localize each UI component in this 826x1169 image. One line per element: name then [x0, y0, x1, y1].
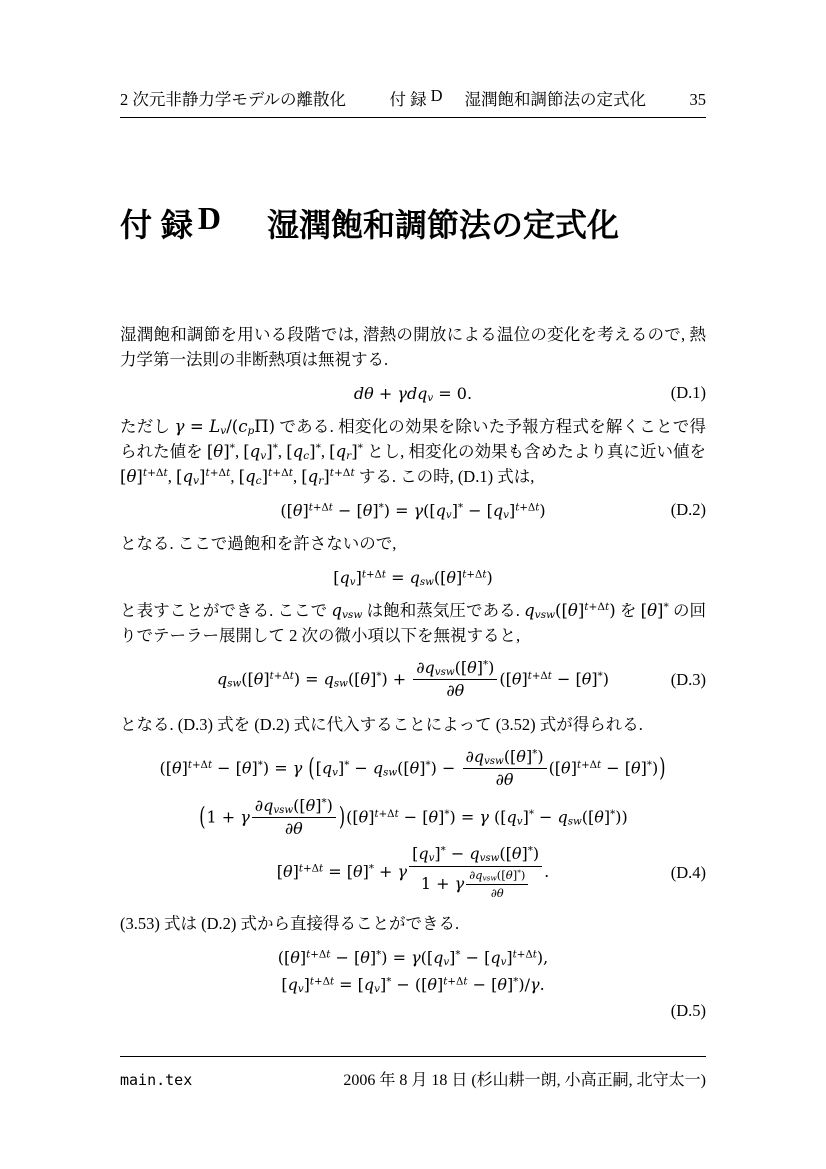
inline-math: $[\theta]^{t+\Delta t}$	[120, 467, 168, 486]
footer-date-authors: 2006 年 8 月 18 日 (杉山耕一朗, 小高正嗣, 北守太一)	[343, 1072, 706, 1089]
running-header	[120, 86, 706, 118]
fraction: $\frac{\partial q_{vsw}([\theta]^*)}{\partial\theta}$	[463, 748, 547, 790]
inline-math: [θ]*	[206, 442, 235, 461]
content-blocks	[120, 322, 706, 1021]
paragraph: となる. (D.3) 式を (D.2) 式に代入することによって (3.52) 式が得られる.	[120, 714, 643, 734]
equation: $([\theta]^{t+\Delta t} - [\theta]^*) = \gamma([q_v]^* - [q_v]^{t+\Delta t})$,	[277, 948, 549, 969]
inline-math: $[q_r]^*$	[329, 442, 363, 463]
big-paren: (	[199, 801, 206, 832]
big-paren: )	[338, 801, 346, 832]
page-footer	[120, 1056, 706, 1090]
footer-filename: main.tex	[120, 1071, 193, 1089]
paragraph: (3.53) 式は (D.2) 式から直接得ることができる.	[120, 914, 460, 934]
equation-row	[120, 567, 706, 587]
appendix-title-label	[120, 200, 221, 246]
equation-label: (D.2)	[670, 500, 706, 519]
appendix-title-jp: 付 録	[120, 207, 193, 243]
equation-block	[120, 748, 706, 900]
inline-math: $[q_c]^{t+\Delta t}$	[238, 467, 293, 488]
equation-row	[120, 947, 706, 967]
paragraph: となる. ここで過飽和を許さないので,	[120, 534, 397, 553]
paragraph: 湿潤飽和調節を用いる段階では, 潜熱の開放による温位の変化を考えるので, 熱力学第一法則の非断熱項は無視する.	[120, 325, 706, 369]
equation-block	[120, 500, 706, 520]
appendix-title-letter: D	[197, 200, 222, 236]
equation-row	[120, 383, 706, 403]
paragraph: ただし $\gamma = L_v/(c_p\Pi)$ である. 相変化の効果を除いた予報方程式を解くことで得られた値を [θ]*, $[q_v]^*$, $[q_c]^*$, $[q_r]^*$ とし, 相変化の効果も含めたより真に近い値を $[\theta]^{t+\Delta t}$, $[q_v]^{t+\Delta t}$, $[q_c]^{t+\Delta t}$, $[q_r]^{t+\Delta t}$ する. この時, (D.1) 式は,	[120, 417, 707, 488]
inline-math: [θ]*	[640, 601, 669, 620]
appendix-title	[120, 200, 706, 246]
equation-row	[120, 659, 706, 701]
equation-block	[120, 383, 706, 403]
appendix-title-text: 湿潤飽和調節法の定式化	[267, 207, 620, 243]
equation-label: (D.4)	[670, 862, 706, 882]
equation-row	[120, 845, 706, 900]
equation-row	[120, 797, 706, 839]
header-appendix-label	[390, 86, 443, 110]
header-appendix-jp: 付 録	[389, 90, 427, 109]
equation-block	[120, 567, 706, 587]
page-number: 35	[689, 90, 706, 109]
equation: $([\theta]^{t+\Delta t} - [\theta]^*) = \gamma([q_v]^* - [q_v]^{t+\Delta t})$	[280, 501, 546, 522]
inline-math: $[q_r]^{t+\Delta t}$	[301, 467, 355, 488]
equation-row	[120, 748, 706, 790]
fraction: $\frac{\partial q_{vsw}([\theta]^*)}{\partial\theta}$	[252, 797, 336, 839]
equation: (1 + γ $\frac{\partial q_{vsw}([\theta]^*)}{\partial\theta}$ )$([\theta]^{t+\Delta t} - [\theta]^*) = \gamma$ $([q_v]^* - q_{sw}([\theta]^*))$	[199, 795, 628, 838]
equation-block	[120, 947, 706, 1021]
equation-label: (D.5)	[670, 1001, 706, 1021]
header-appendix-letter: D	[430, 86, 443, 105]
inline-math: $\gamma = L_v/(c_p\Pi)$	[174, 417, 276, 438]
equation-label: (D.3)	[670, 669, 706, 689]
equation-row	[120, 974, 706, 994]
header-chapter-title: 湿潤飽和調節法の定式化	[464, 90, 647, 109]
equation: $[\theta]^{t+\Delta t} = [\theta]^* + \gamma$ $[q_v]^* - q_{vsw}([\theta]^*)$ 1 + γ $\frac{\partial q_{vsw}([\theta]^*)}{\partial\theta}$ .	[276, 844, 550, 900]
equation-row	[120, 500, 706, 520]
big-paren: (	[308, 752, 315, 783]
equation-label: (D.1)	[670, 383, 706, 402]
equation: $([\theta]^{t+\Delta t} - [\theta]^*) = \gamma$ ($[q_v]^* - q_{sw}([\theta]^*)$ − $\frac{\partial q_{vsw}([\theta]^*)}{\partial\theta}$ $([\theta]^{t+\Delta t} - [\theta]^*)$)	[159, 746, 666, 790]
fraction: $[q_v]^* - q_{vsw}([\theta]^*)$ 1 + γ $\frac{\partial q_{vsw}([\theta]^*)}{\partial\theta}$	[409, 845, 542, 900]
equation-block	[120, 659, 706, 701]
paragraph: と表すことができる. ここで $q_{vsw}$ は飽和蒸気圧である. $q_{vsw}([\theta]^{t+\Delta t})$ を [θ]* の回りでテーラー展開して 2 次の微小項以下を無視すると,	[120, 601, 707, 645]
equation-row	[120, 1001, 706, 1021]
header-chapter	[390, 86, 647, 110]
inline-math: $[q_v]^*$	[243, 442, 278, 463]
equation: $[q_v]^{t+\Delta t} = [q_v]^* - ([\theta]^{t+\Delta t} - [\theta]^*)/\gamma$.	[281, 975, 545, 996]
inline-math: $[q_c]^*$	[286, 442, 321, 463]
inline-math: $q_{vsw}$	[331, 601, 363, 622]
inline-math: $[q_v]^{t+\Delta t}$	[176, 467, 231, 488]
equation: $[q_v]^{t+\Delta t} = q_{sw}([\theta]^{t+\Delta t})$	[333, 568, 493, 589]
inline-math: $q_{vsw}([\theta]^{t+\Delta t})$	[524, 601, 616, 622]
big-paren: )	[659, 752, 666, 783]
page-content	[120, 200, 706, 1032]
header-left-title: 2 次元非静力学モデルの離散化	[120, 90, 347, 109]
equation: $q_{sw}([\theta]^{t+\Delta t}) = q_{sw}([\theta]^*)$ + $\frac{\partial q_{vsw}([\theta]^*)}{\partial\theta}$ $([\theta]^{t+\Delta t} - [\theta]^*)$	[216, 658, 610, 701]
equation: dθ + γdq$_v$ = 0.	[353, 384, 473, 405]
fraction: $\frac{\partial q_{vsw}([\theta]^*)}{\partial\theta}$	[466, 869, 528, 900]
fraction: $\frac{\partial q_{vsw}([\theta]^*)}{\partial\theta}$	[413, 659, 497, 701]
